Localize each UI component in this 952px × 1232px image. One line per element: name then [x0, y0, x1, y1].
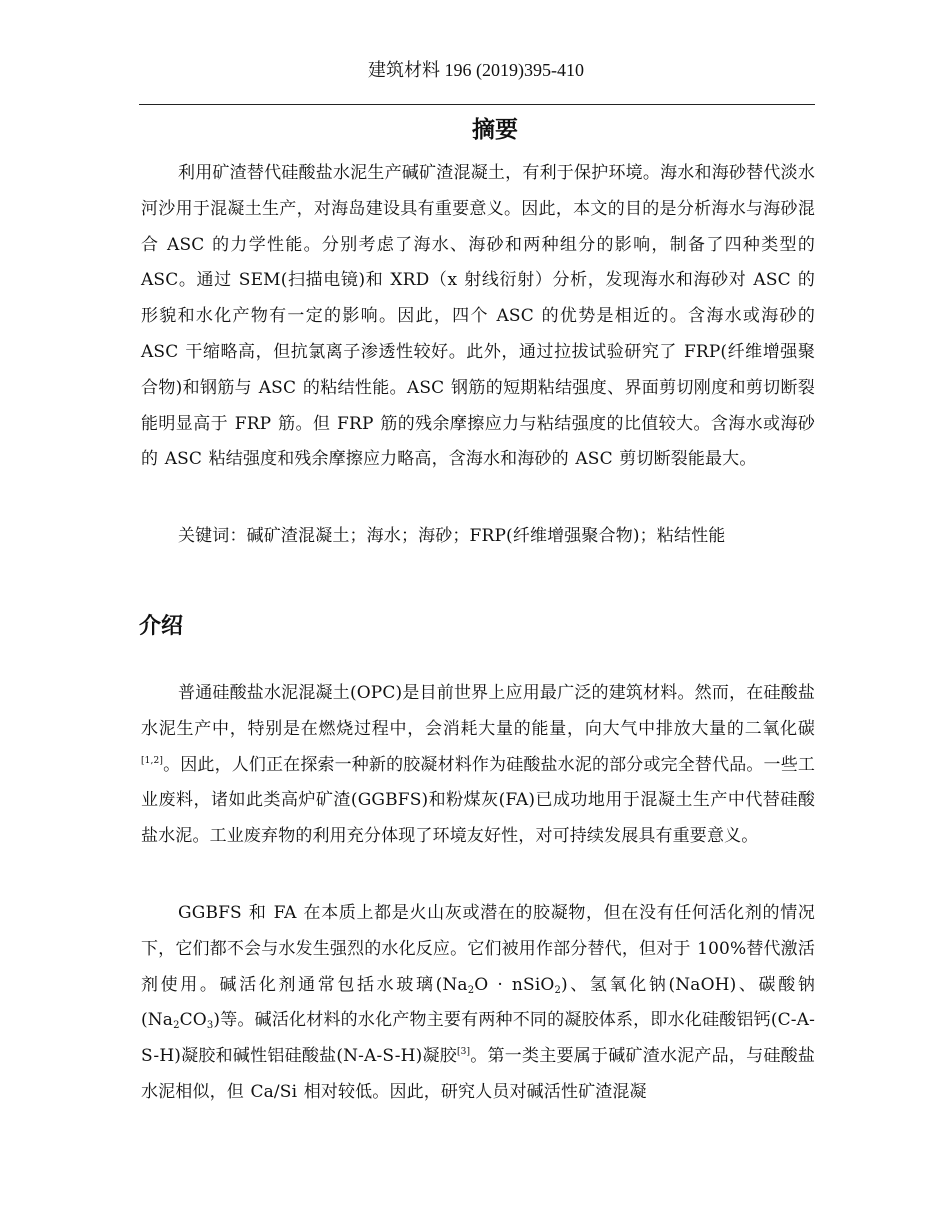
intro-p1-text-b: 。因此，人们正在探索一种新的胶凝材料作为硅酸盐水泥的部分或完全替代品。一些工业废料，诸如此类高炉矿渣(GGBFS)和粉煤灰(FA)已成功地用于混凝土生产中代替硅酸盐水泥。工业废弃物的利用充分体现了环境友好性，对可持续发展具有重要意义。	[141, 754, 815, 847]
subscript-2-na: 2	[467, 984, 475, 996]
intro-p2-text-e: )等。碱活化材料的水化产物主要有两种不同的凝胶体系，即水化硅酸铝钙(C-A-S-H)凝胶和碱性铝硅酸盐(N-A-S-H)凝胶	[141, 1010, 815, 1067]
intro-paragraph-2	[141, 896, 815, 1111]
journal-header: 建筑材料 196 (2019)395-410	[368, 60, 584, 80]
abstract-paragraph: 利用矿渣替代硅酸盐水泥生产碱矿渣混凝土，有利于保护环境。海水和海砂替代淡水河沙用于混凝土生产，对海岛建设具有重要意义。因此，本文的目的是分析海水与海砂混合 ASC 的力学性能。分别考虑了海水、海砂和两种组分的影响，制备了四种类型的 ASC。通过 SEM(扫描电镜)和 XRD（x 射线衍射）分析，发现海水和海砂对 ASC 的形貌和水化产物有一定的影响。因此，四个 ASC 的优势是相近的。含海水或海砂的 ASC 干缩略高，但抗氯离子渗透性较好。此外，通过拉拔试验研究了 FRP(纤维增强聚合物)和钢筋与 ASC 的粘结性能。ASC 钢筋的短期粘结强度、界面剪切刚度和剪切断裂能明显高于 FRP 筋。但 FRP 筋的残余摩擦应力与粘结强度的比值较大。含海水或海砂的 ASC 粘结强度和残余摩擦应力略高，含海水和海砂的 ASC 剪切断裂能最大。	[141, 163, 815, 470]
subscript-3-co: 3	[206, 1020, 214, 1032]
header-rule	[139, 104, 815, 105]
citation-ref-3: [3]	[457, 1047, 471, 1058]
keywords-line: 关键词：碱矿渣混凝土；海水；海砂；FRP(纤维增强聚合物)；粘结性能	[178, 526, 726, 546]
intro-p2-text-b: O · nSiO	[474, 974, 555, 995]
intro-p2-text-a: GGBFS 和 FA 在本质上都是火山灰或潜在的胶凝物，但在没有任何活化剂的情况下，它们都不会与水发生强烈的水化反应。它们被用作部分替代，但对于 100%替代激活剂使用。碱活化剂通常包括水玻璃(Na	[141, 903, 815, 995]
intro-p2-text-d: CO	[179, 1010, 207, 1031]
introduction-heading: 介绍	[139, 614, 184, 639]
subscript-2-na-co: 2	[173, 1020, 180, 1032]
intro-p2-text-f: 。第一类主要属于碱矿渣水泥产品，与硅酸盐水泥相似，但 Ca/Si 相对较低。因此，研究人员对碱活性矿渣混凝	[141, 1046, 816, 1102]
citation-ref-1-2: [1,2]	[141, 755, 164, 766]
abstract-heading: 摘要	[472, 117, 518, 143]
intro-p2-text-c: )、氢氧化钠(NaOH)、碳酸钠(Na	[141, 974, 815, 1031]
intro-paragraph-1	[141, 676, 815, 855]
intro-p1-text-a: 普通硅酸盐水泥混凝土(OPC)是目前世界上应用最广泛的建筑材料。然而，在硅酸盐水泥生产中，特别是在燃烧过程中，会消耗大量的能量，向大气中排放大量的二氧化碳	[141, 683, 815, 739]
subscript-2-sio: 2	[554, 984, 562, 996]
